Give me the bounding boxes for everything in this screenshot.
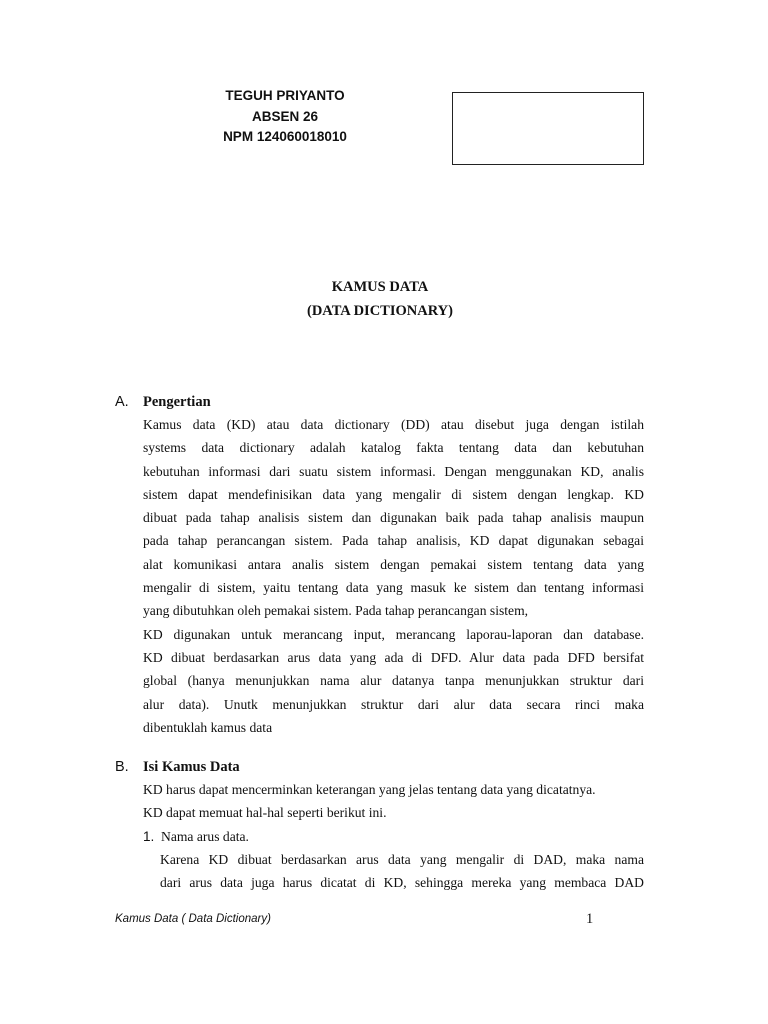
paragraph-line: Kamus data (KD) atau data dictionary (DD) atau disebut juga dengan istilah — [143, 417, 644, 432]
paragraph-line: KD harus dapat mencerminkan keterangan yang jelas tentang data yang dicatatnya. — [143, 782, 596, 797]
page-number: 1 — [586, 911, 594, 927]
section-a-letter: A. — [115, 394, 129, 410]
list-item-body — [160, 848, 644, 895]
paragraph-line: alur data). Unutk menunjukkan struktur dari alur data secara rinci maka — [143, 696, 644, 712]
section-b-heading: Isi Kamus Data — [143, 759, 240, 775]
author-absen: ABSEN 26 — [251, 108, 319, 124]
paragraph-line: Karena KD dibuat berdasarkan arus data yang mengalir di DAD, maka nama — [160, 852, 644, 867]
author-block — [200, 86, 370, 148]
section-b-paragraph — [143, 778, 644, 825]
paragraph-line: alat komunikasi antara analis sistem dengan pemakai sistem tentang data yang — [143, 556, 644, 572]
section-a-heading: Pengertian — [143, 394, 211, 410]
photo-placeholder-box — [452, 92, 644, 165]
paragraph-line: dibuat pada tahap analisis sistem dan digunakan baik pada tahap analisis maupun — [143, 510, 644, 526]
document-title-line1: KAMUS DATA — [331, 279, 429, 295]
paragraph-line: KD dapat memuat hal-hal seperti berikut ini. — [143, 805, 387, 821]
paragraph-line: sistem dapat mendefinisikan data yang mengalir di sistem dengan lengkap. KD — [143, 486, 644, 502]
section-a-paragraph — [143, 413, 644, 739]
document-title — [200, 275, 560, 323]
paragraph-line: mengalir di sistem, yaitu tentang data yang masuk ke sistem dan tentang informasi — [143, 580, 644, 596]
paragraph-line: KD dibuat berdasarkan arus data yang ada di DFD. Alur data pada DFD bersifat — [143, 649, 644, 665]
list-item-label: Nama arus data. — [161, 829, 249, 844]
paragraph-line: dibentuklah kamus data — [143, 719, 273, 735]
paragraph-line: pada tahap perancangan sistem. Pada tahap analisis, KD dapat digunakan sebagai — [143, 533, 644, 549]
author-name: TEGUH PRIYANTO — [225, 88, 345, 103]
paragraph-line: KD digunakan untuk merancang input, merancang laporau-laporan dan database. — [143, 626, 644, 642]
section-b-letter: B. — [115, 759, 129, 775]
paragraph-line: kebutuhan informasi dari suatu sistem informasi. Dengan menggunakan KD, analis — [143, 463, 644, 479]
author-npm: NPM 124060018010 — [223, 129, 347, 144]
document-title-line2: (DATA DICTIONARY) — [307, 303, 453, 319]
footer-title: Kamus Data ( Data Dictionary) — [115, 913, 271, 925]
list-item-number: 1. — [143, 829, 155, 844]
paragraph-line: dari arus data juga harus dicatat di KD, sehingga mereka yang membaca DAD — [160, 875, 644, 891]
paragraph-line: systems data dictionary adalah katalog fakta tentang data dan kebutuhan — [143, 440, 644, 456]
paragraph-line: global (hanya menunjukkan nama alur datanya tanpa menunjukkan struktur dari — [143, 673, 644, 689]
paragraph-line: yang dibutuhkan oleh pemakai sistem. Pada tahap perancangan sistem, — [143, 603, 529, 619]
